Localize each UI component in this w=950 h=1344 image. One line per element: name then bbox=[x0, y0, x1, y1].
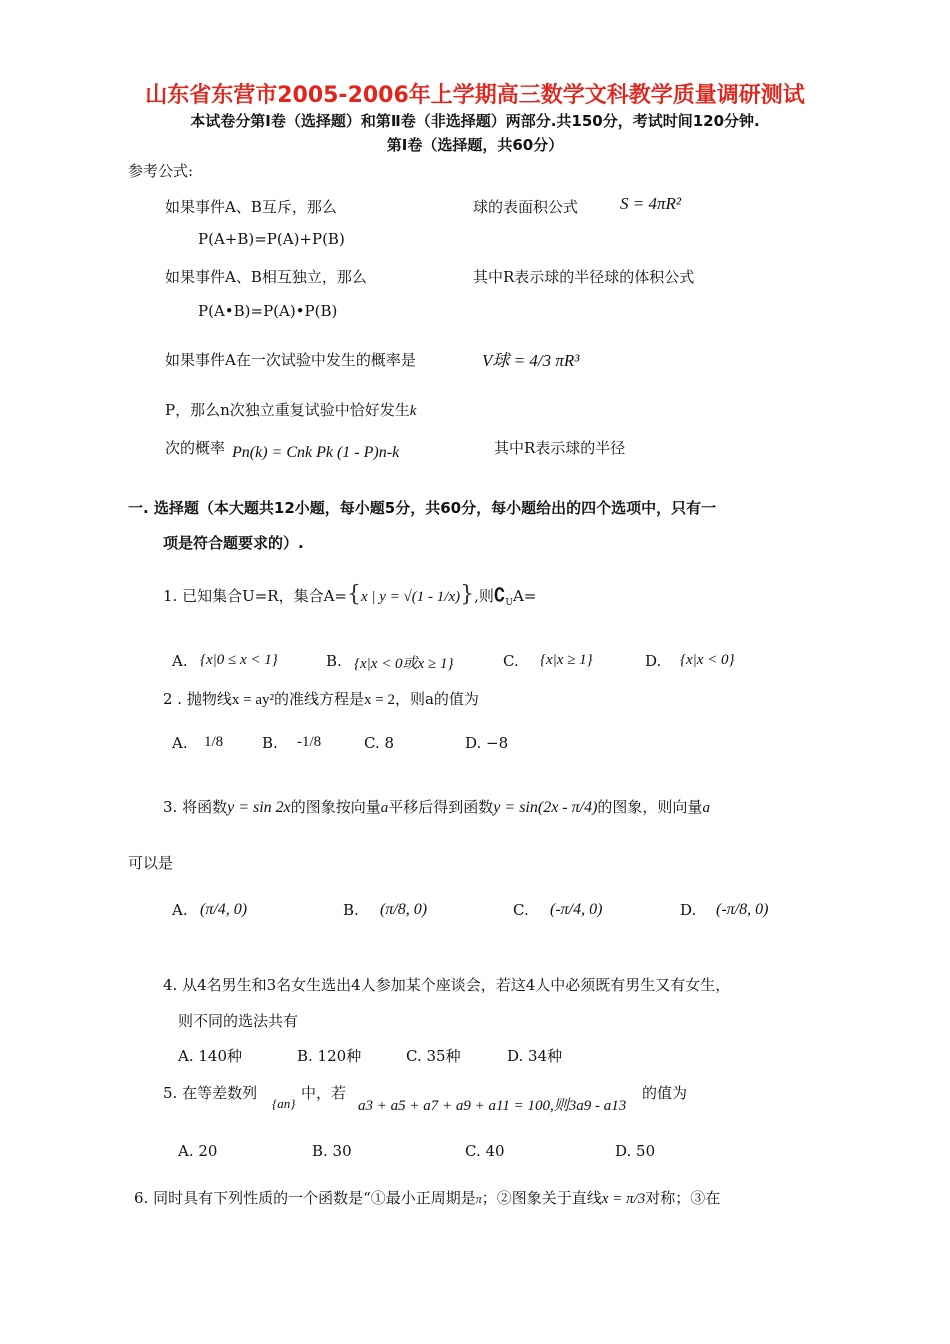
q4-option-b: B. 120种 bbox=[297, 1047, 362, 1065]
q3-f2: y = sin(2x - π/4) bbox=[493, 799, 598, 816]
q5-equation: a3 + a5 + a7 + a9 + a11 = 100,则3a9 - a13 bbox=[358, 1098, 627, 1114]
formula-bernoulli-text3: 次的概率 bbox=[165, 439, 226, 457]
q1-stem bbox=[163, 582, 536, 608]
q1-option-b-label: B. bbox=[326, 652, 342, 670]
q3-stem-d: 的图象，则向量 bbox=[597, 798, 703, 816]
q2-option-b-label: B. bbox=[262, 734, 278, 752]
q3-option-b: (π/8, 0) bbox=[380, 901, 428, 918]
q1-option-d: {x|x < 0} bbox=[680, 652, 735, 668]
formula-bernoulli-k: k bbox=[409, 403, 417, 419]
q6-pi: π bbox=[475, 1192, 482, 1206]
q1-option-d-label: D. bbox=[645, 652, 662, 670]
formula-independent-text: 如果事件A、B相互独立，那么 bbox=[165, 268, 367, 286]
formula-bernoulli-text2-body: P，那么n次独立重复试验中恰好发生 bbox=[165, 401, 410, 419]
sphere-surface-eq: S = 4πR² bbox=[620, 194, 681, 213]
q4-line2: 则不同的选法共有 bbox=[178, 1012, 299, 1030]
q5-option-a: A. 20 bbox=[178, 1142, 218, 1160]
q1-brace-close: } bbox=[460, 582, 475, 607]
q2-option-c: C. 8 bbox=[364, 734, 395, 752]
q2-directrix: x = 2 bbox=[364, 692, 395, 708]
q6-stem-a: 6. 同时具有下列性质的一个函数是“①最小正周期是 bbox=[134, 1189, 476, 1207]
sphere-volume-text: 其中R表示球的半径球的体积公式 bbox=[473, 268, 695, 286]
q2-stem bbox=[163, 688, 479, 709]
q3-option-b-label: B. bbox=[343, 901, 359, 919]
q2-stem-c: ，则a的值为 bbox=[394, 690, 479, 708]
formula-exclusive-eq: P(A+B)=P(A)+P(B) bbox=[198, 230, 345, 248]
q1-tail: ,则 bbox=[474, 587, 494, 605]
q2-option-a: 1/8 bbox=[204, 734, 224, 750]
q3-stem-b: 的图象按向量 bbox=[290, 798, 381, 816]
q5-stem-c: 的值为 bbox=[642, 1084, 688, 1102]
q3-line2: 可以是 bbox=[128, 854, 174, 872]
q3-option-d-label: D. bbox=[680, 901, 697, 919]
q3-option-c-label: C. bbox=[513, 901, 529, 919]
q5-option-c: C. 40 bbox=[465, 1142, 505, 1160]
q4-option-d: D. 34种 bbox=[507, 1047, 563, 1065]
q3-f1: y = sin 2x bbox=[227, 799, 291, 816]
q2-stem-a: 2 . 抛物线 bbox=[163, 690, 232, 708]
formula-bernoulli-text1: 如果事件A在一次试验中发生的概率是 bbox=[165, 351, 416, 369]
q1-option-a: {x|0 ≤ x < 1} bbox=[200, 652, 278, 668]
formulas-heading: 参考公式: bbox=[128, 162, 194, 180]
q2-option-b: -1/8 bbox=[297, 734, 322, 750]
sphere-radius-note: 其中R表示球的半径 bbox=[494, 439, 626, 457]
q2-parabola: x = ay² bbox=[231, 692, 274, 708]
part-one-heading: 第Ⅰ卷（选择题，共60分） bbox=[386, 136, 564, 154]
exam-description: 本试卷分第Ⅰ卷（选择题）和第Ⅱ卷（非选择题）两部分.共150分，考试时间120分钟. bbox=[190, 112, 760, 130]
q5-stem-a: 5. 在等差数列 bbox=[163, 1084, 258, 1102]
q6-stem bbox=[134, 1187, 720, 1208]
q5-option-b: B. 30 bbox=[312, 1142, 352, 1160]
q3-option-a: (π/4, 0) bbox=[200, 901, 248, 918]
section-heading-line2: 项是符合题要求的）. bbox=[163, 534, 304, 552]
q3-vector-2: a bbox=[702, 800, 710, 816]
q4-option-c: C. 35种 bbox=[406, 1047, 461, 1065]
q6-line-eq: x = π/3 bbox=[601, 1191, 646, 1207]
q1-option-a-label: A. bbox=[172, 652, 188, 670]
q3-stem-a: 3. 将函数 bbox=[163, 798, 228, 816]
formula-bernoulli-text2 bbox=[165, 399, 416, 420]
q5-stem-b: 中，若 bbox=[301, 1084, 347, 1102]
q2-stem-b: 的准线方程是 bbox=[273, 690, 364, 708]
q3-stem bbox=[163, 796, 710, 817]
formula-bernoulli-eq: Pn(k) = Cnk Pk (1 - P)n-k bbox=[232, 444, 400, 461]
q1-comp-tail: A= bbox=[512, 587, 537, 605]
q2-option-a-label: A. bbox=[172, 734, 188, 752]
q1-comp-sub: U bbox=[505, 598, 513, 608]
q3-option-d: (-π/8, 0) bbox=[716, 901, 769, 918]
formula-exclusive-text: 如果事件A、B互斥，那么 bbox=[165, 198, 337, 216]
q1-brace-open: { bbox=[347, 582, 361, 607]
q2-option-d: D. −8 bbox=[465, 734, 509, 752]
sphere-volume-eq: V球 = 4/3 πR³ bbox=[482, 351, 580, 370]
q3-vector: a bbox=[380, 800, 389, 816]
q3-stem-c: 平移后得到函数 bbox=[388, 798, 494, 816]
q5-sequence: {an} bbox=[272, 1096, 296, 1111]
q4-option-a: A. 140种 bbox=[178, 1047, 242, 1065]
q1-option-c-label: C. bbox=[503, 652, 519, 670]
q6-stem-b: ；②图象关于直线 bbox=[481, 1189, 602, 1207]
q1-option-b: {x|x < 0或x ≥ 1} bbox=[354, 656, 454, 672]
q1-option-c: {x|x ≥ 1} bbox=[540, 652, 593, 668]
formula-independent-eq: P(A•B)=P(A)•P(B) bbox=[198, 302, 338, 320]
q1-stem-text: 1. 已知集合U=R，集合A= bbox=[163, 587, 347, 605]
q1-set: x | y = √(1 - 1/x) bbox=[361, 589, 461, 605]
q3-option-c: (-π/4, 0) bbox=[550, 901, 603, 918]
q3-option-a-label: A. bbox=[172, 901, 188, 919]
section-heading-line1: 一. 选择题（本大题共12小题，每小题5分，共60分，每小题给出的四个选项中，只有一 bbox=[128, 499, 717, 517]
complement-icon: ∁ bbox=[493, 585, 506, 606]
q4-line1: 4. 从4名男生和3名女生选出4人参加某个座谈会，若这4人中必须既有男生又有女生， bbox=[163, 976, 731, 994]
page-title: 山东省东营市2005-2006年上学期高三数学文科教学质量调研测试 bbox=[145, 83, 805, 108]
sphere-surface-text: 球的表面积公式 bbox=[473, 198, 579, 216]
q5-option-d: D. 50 bbox=[615, 1142, 656, 1160]
q6-stem-c: 对称；③在 bbox=[645, 1189, 721, 1207]
